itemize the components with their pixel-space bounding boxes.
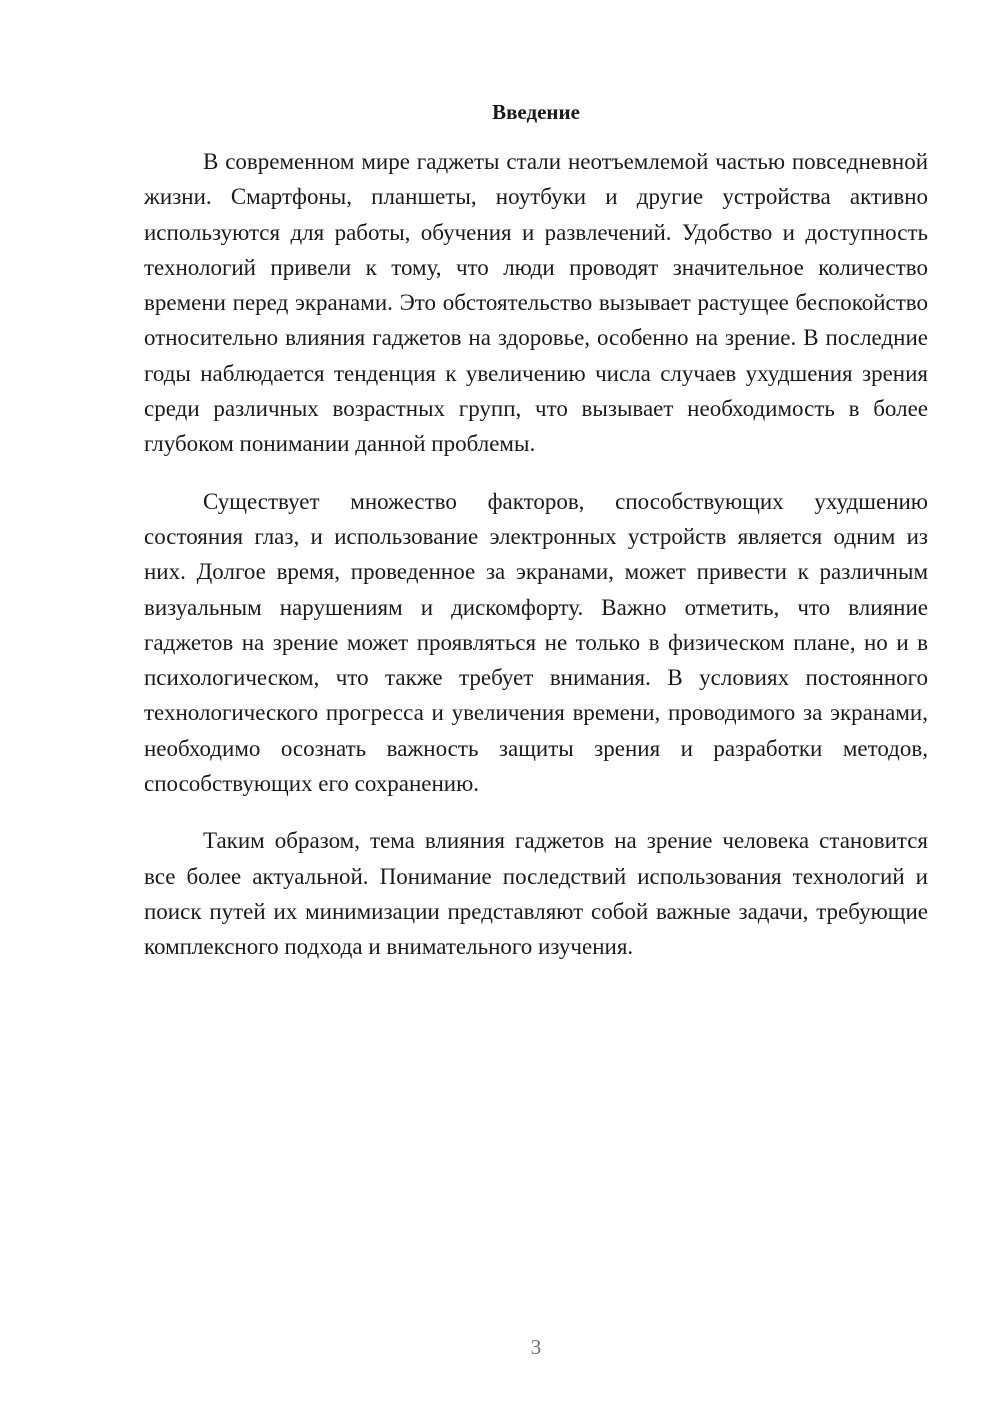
paragraph-3: Таким образом, тема влияния гаджетов на зрение человека становится все более актуальной. Понимание последствий использования технологий и поиск путей их минимизации представляют собой важные задачи, требующие комплексного подхода и внимательного изучения. xyxy=(144,828,928,960)
paragraph-1: В современном мире гаджеты стали неотъемлемой частью повседневной жизни. Смартфоны, планшеты, ноутбуки и другие устройства активно используются для работы, обучения и развлечений. Удобство и доступность технологий привели к тому, что люди проводят значительное количество времени перед экранами. Это обстоятельство вызывает растущее беспокойство относительно влияния гаджетов на здоровье, особенно на зрение. В последние годы наблюдается тенденция к увеличению числа случаев ухудшения зрения среди различных возрастных групп, что вызывает необходимость в более глубоком понимании данной проблемы. xyxy=(144,149,928,457)
body-text xyxy=(144,144,928,987)
paragraph-2: Существует множество факторов, способствующих ухудшению состояния глаз, и использование электронных устройств является одним из них. Долгое время, проведенное за экранами, может привести к различным визуальным нарушениям и дискомфорту. Важно отметить, что влияние гаджетов на зрение может проявляться не только в физическом плане, но и в психологическом, что также требует внимания. В условиях постоянного технологического прогресса и увеличения времени, проводимого за экранами, необходимо осознать важность защиты зрения и разработки методов, способствующих его сохранению. xyxy=(144,488,928,797)
section-title: Введение xyxy=(492,100,580,124)
page-number: 3 xyxy=(530,1335,542,1359)
